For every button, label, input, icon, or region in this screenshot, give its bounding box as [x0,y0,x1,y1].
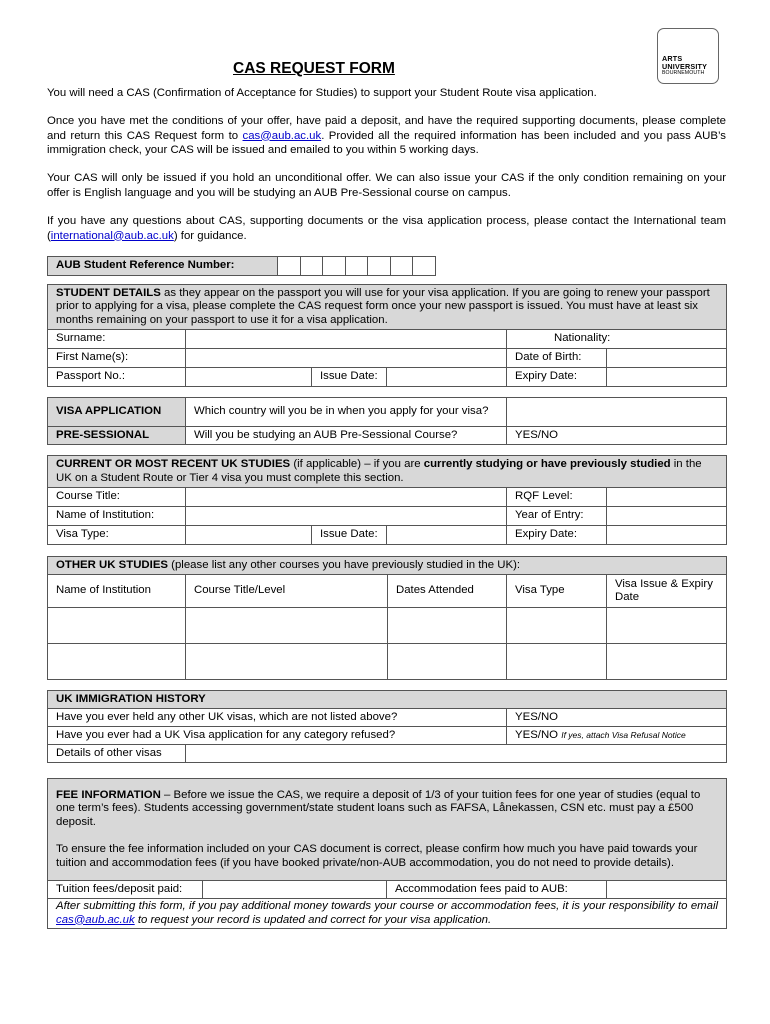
course-title-label: Course Title: [48,488,186,507]
reference-number-label: AUB Student Reference Number: [48,257,278,276]
nationality-label[interactable]: Nationality: [507,330,727,349]
passport-expiry-label: Expiry Date: [507,368,607,387]
cas-email-link[interactable]: cas@aub.ac.uk [242,129,322,142]
accommodation-fees-label: Accommodation fees paid to AUB: [387,881,607,899]
intro-paragraph-1: You will need a CAS (Confirmation of Acceptance for Studies) to support your Student Route visa application. [47,87,597,99]
visa-country-field[interactable] [507,398,727,427]
institution-field[interactable] [186,507,507,526]
immigration-history-table [47,690,727,763]
visa-country-question: Which country will you be in when you apply for your visa? [186,398,507,427]
table-cell[interactable] [48,608,186,644]
page-title: CAS REQUEST FORM [233,60,395,77]
visa-expiry-label: Expiry Date: [507,526,607,545]
column-header: Visa Type [507,575,607,608]
table-cell[interactable] [607,644,727,680]
student-details-header: STUDENT DETAILS as they appear on the passport you will use for your visa application. If you are going to renew your passport prior to applying for a visa, please complete the CAS request form once your new passport is issued. You must have at least six months remaining on your passport to use it for a visa application. [48,285,727,330]
table-cell[interactable] [186,644,388,680]
reference-digit-box[interactable] [368,257,391,276]
table-cell[interactable] [507,608,607,644]
table-cell[interactable] [186,608,388,644]
dob-field[interactable] [607,349,727,368]
current-studies-table [47,455,727,545]
visa-application-label: VISA APPLICATION [48,398,186,427]
reference-digit-box[interactable] [300,257,323,276]
visa-type-label: Visa Type: [48,526,186,545]
column-header: Dates Attended [388,575,507,608]
logo-line-1: ARTS [662,54,683,63]
refused-answer[interactable]: YES/NO If yes, attach Visa Refusal Notice [507,727,727,745]
passport-expiry-field[interactable] [607,368,727,387]
table-cell[interactable] [388,608,507,644]
student-details-table [47,284,727,387]
fee-footer-note: After submitting this form, if you pay additional money towards your course or accommodation fees, it is your responsibility to email cas@aub.ac.uk to request your record is updated and correct for your visa application. [48,899,727,929]
reference-digit-box[interactable] [345,257,368,276]
fee-information-header: FEE INFORMATION – Before we issue the CAS, we require a deposit of 1/3 of your tuition fees for one year of studies (equal to one term’s fees). Students accessing government/state student loans such as FAFSA, Lånekassen, CSN etc. must pay a £500 deposit. To ensure the fee information included on your CAS document is correct, please confirm how much you have paid towards your tuition and accommodation fees (if you have booked private/non-AUB accommodation, you do not need to provide details). [48,779,727,881]
institution-label: Name of Institution: [48,507,186,526]
pre-sessional-answer[interactable]: YES/NO [507,427,727,445]
table-cell[interactable] [388,644,507,680]
table-cell[interactable] [48,644,186,680]
other-visas-details-label: Details of other visas [48,745,186,763]
reference-number-table [47,256,436,276]
year-entry-field[interactable] [607,507,727,526]
passport-issue-field[interactable] [387,368,507,387]
passport-issue-label: Issue Date: [312,368,387,387]
logo-line-3: BOURNEMOUTH [662,70,705,77]
passport-field[interactable] [186,368,312,387]
rqf-level-label: RQF Level: [507,488,607,507]
rqf-level-field[interactable] [607,488,727,507]
international-email-link[interactable]: international@aub.ac.uk [50,229,174,242]
tuition-fees-field[interactable] [203,881,387,899]
visa-expiry-field[interactable] [607,526,727,545]
other-visas-details-field[interactable] [186,745,727,763]
other-studies-header: OTHER UK STUDIES (please list any other courses you have previously studied in the UK): [48,557,727,575]
intro-paragraph-2: Once you have met the conditions of your offer, have paid a deposit, and have the required supporting documents, please complete and return this CAS Request form to cas@aub.ac.uk. Provided all the required information has been included and you pass AUB’s immigration check, your CAS will be issued and emailed to you within 5 working days. [47,115,726,156]
column-header: Visa Issue & Expiry Date [607,575,727,608]
immigration-history-header: UK IMMIGRATION HISTORY [48,691,727,709]
first-names-label: First Name(s): [48,349,186,368]
visa-application-table [47,397,727,445]
reference-digit-box[interactable] [413,257,436,276]
pre-sessional-label: PRE-SESSIONAL [48,427,186,445]
tuition-fees-label: Tuition fees/deposit paid: [48,881,203,899]
course-title-field[interactable] [186,488,507,507]
other-studies-table [47,556,727,680]
refused-question: Have you ever had a UK Visa application for any category refused? [48,727,507,745]
table-cell[interactable] [607,608,727,644]
pre-sessional-question: Will you be studying an AUB Pre-Sessional Course? [186,427,507,445]
reference-digit-box[interactable] [323,257,346,276]
table-cell[interactable] [507,644,607,680]
logo-line-2: UNIVERSITY [662,61,708,71]
table-row [48,644,727,680]
reference-digit-box[interactable] [390,257,413,276]
surname-field[interactable] [186,330,507,349]
current-studies-header: CURRENT OR MOST RECENT UK STUDIES (if applicable) – if you are currently studying or have previously studied in the UK on a Student Route or Tier 4 visa you must complete this section. [48,456,727,488]
accommodation-fees-field[interactable] [607,881,727,899]
cas-email-link[interactable]: cas@aub.ac.uk [56,913,135,926]
dob-label: Date of Birth: [507,349,607,368]
reference-digit-box[interactable] [278,257,301,276]
fee-information-table [47,778,727,929]
intro-paragraph-3: Your CAS will only be issued if you hold an unconditional offer. We can also issue your CAS if the only condition remaining on your offer is English language and you will be studying an AUB Pre-Sessional course on campus. [47,172,726,199]
column-header: Course Title/Level [186,575,388,608]
passport-label: Passport No.: [48,368,186,387]
visa-type-field[interactable] [186,526,312,545]
aub-logo [657,28,719,84]
visa-issue-field[interactable] [387,526,507,545]
column-header: Name of Institution [48,575,186,608]
year-entry-label: Year of Entry: [507,507,607,526]
visa-issue-label: Issue Date: [312,526,387,545]
table-row [48,608,727,644]
surname-label: Surname: [48,330,186,349]
other-visas-answer[interactable]: YES/NO [507,709,727,727]
first-names-field[interactable] [186,349,507,368]
other-visas-question: Have you ever held any other UK visas, which are not listed above? [48,709,507,727]
intro-paragraph-4: If you have any questions about CAS, supporting documents or the visa application process, please contact the International team (international@aub.ac.uk) for guidance. [47,215,726,242]
